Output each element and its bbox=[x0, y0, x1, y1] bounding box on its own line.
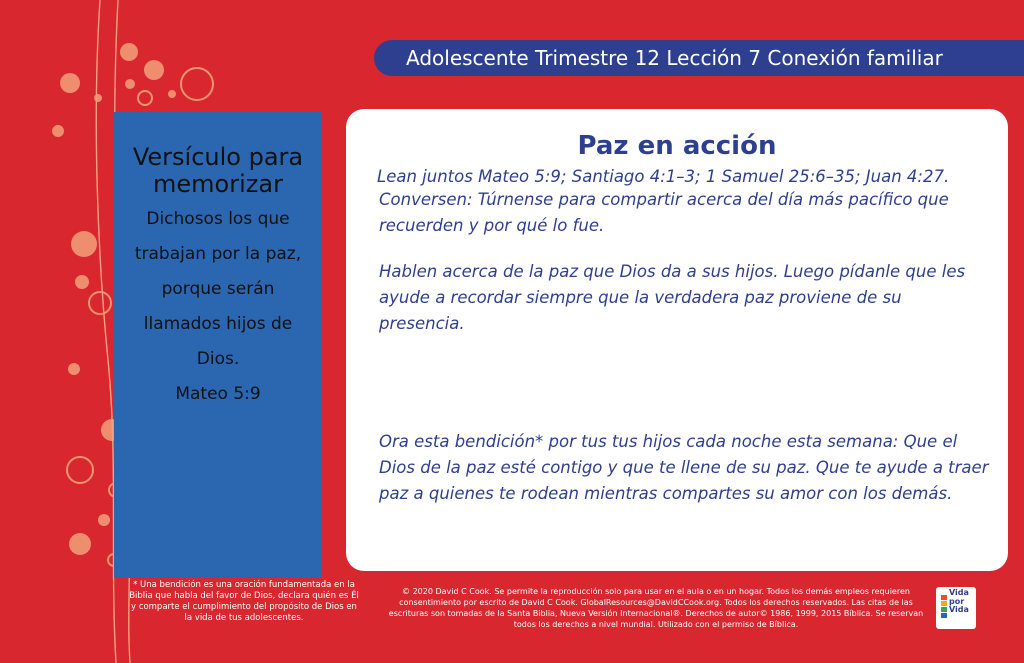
memory-verse-text bbox=[114, 202, 322, 412]
memory-verse-panel bbox=[114, 112, 322, 578]
prayer-text: Ora esta bendición* por tus tus hijos cada noche esta semana: Que el Dios de la paz esté contigo y que te llene de su paz. Que te ayude a traer paz a quienes te rodean mientras compartes su amor con los demás. bbox=[379, 432, 989, 503]
activity-card bbox=[346, 109, 1008, 571]
blessing-footnote: * Una bendición es una oración fundamentada en la Biblia que habla del favor de Dios, declara quién es Él y comparte el cumplimiento del propósito de Dios en la vida de tus adolescentes. bbox=[129, 580, 359, 623]
memory-verse-heading: Versículo para memorizar bbox=[132, 143, 304, 198]
memory-verse-reference: Mateo 5:9 bbox=[175, 384, 261, 404]
logo-text: Vida por Vida bbox=[949, 588, 969, 614]
copyright-notice: © 2020 David C Cook. Se permite la reproducción solo para usar en el aula o en un hogar. Todos los demás empleos requieren consentimiento por escrito de David C Cook. GlobalResources@DavidCCook.org. Todos los derechos reservados. Las citas de las escrituras son tomadas de la Santa Biblia, Nueva Versión Internacional®. Derechos de autor© 1986, 1999, 2015 Bíblica. Se reservan todos los derechos a nivel mundial. Utilizado con el permiso de Bíblica. bbox=[388, 587, 924, 629]
talk-text: Hablen acerca de la paz que Dios da a sus hijos. Luego pídanle que les ayude a recordar siempre que la verdadera paz proviene de su presencia. bbox=[379, 262, 966, 333]
reading-text: Lean juntos Mateo 5:9; Santiago 4:1–3; 1 Samuel 25:6–35; Juan 4:27. bbox=[377, 167, 950, 186]
vida-por-vida-logo bbox=[936, 587, 976, 629]
lesson-header: Adolescente Trimestre 12 Lección 7 Conexión familiar bbox=[374, 40, 1024, 76]
discuss-text: Conversen: Túrnense para compartir acerca del día más pacífico que recuerden y por qué lo fue. bbox=[379, 190, 949, 235]
activity-title: Paz en acción bbox=[577, 131, 777, 161]
memory-verse-quote: Dichosos los que trabajan por la paz, porque serán llamados hijos de Dios. bbox=[134, 209, 302, 369]
